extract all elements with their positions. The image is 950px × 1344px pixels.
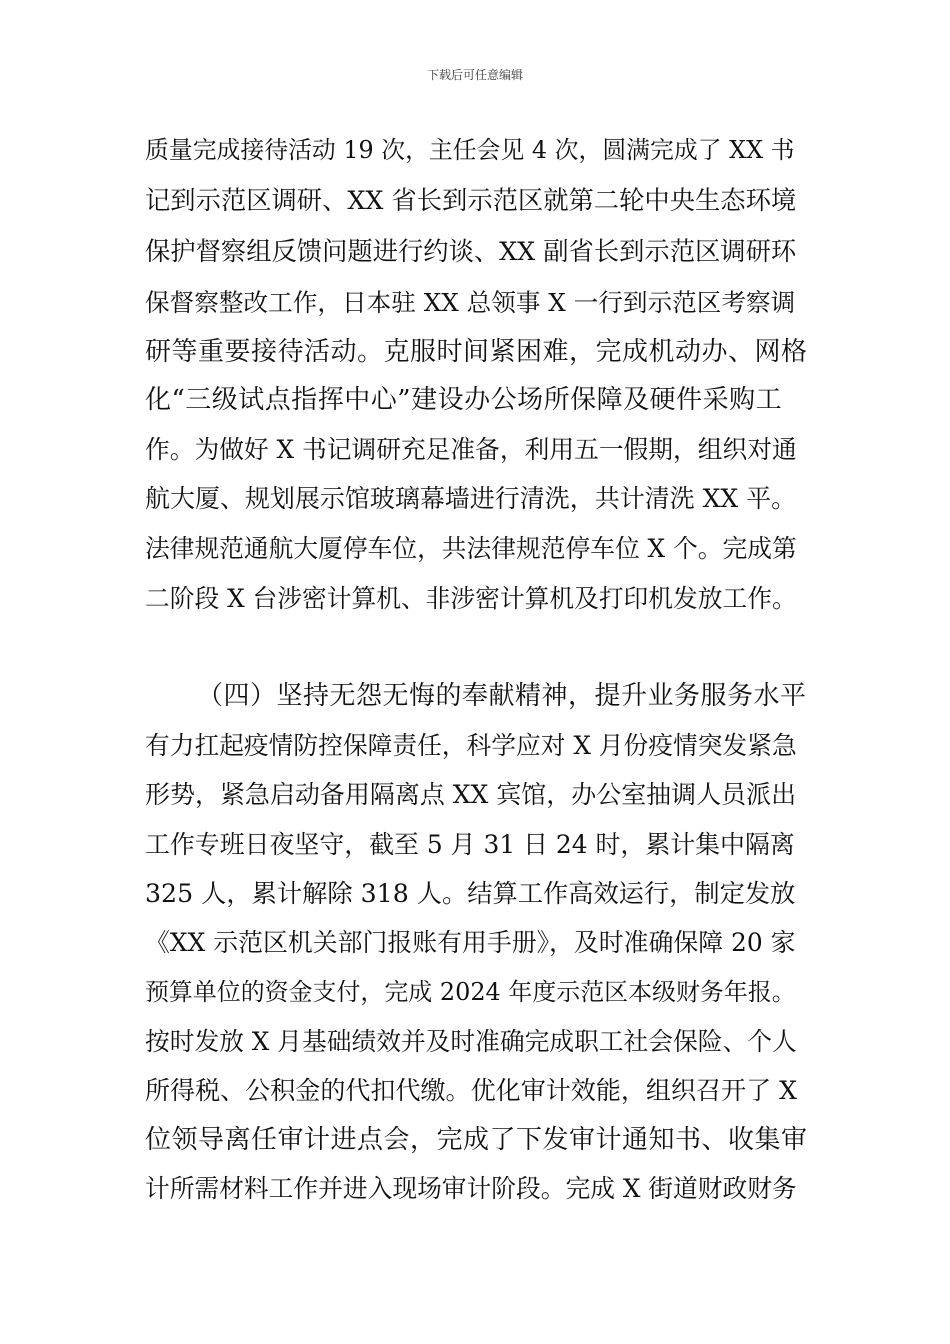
body-line: 计所需材料工作并进入现场审计阶段。完成 X 街道财政财务 bbox=[145, 1174, 797, 1203]
body-line: 325 人，累计解除 318 人。结算工作高效运行，制定发放 bbox=[145, 879, 796, 908]
body-line: 保护督察组反馈问题进行约谈、XX 副省长到示范区调研环 bbox=[145, 237, 797, 266]
body-line: 二阶段 X 台涉密计算机、非涉密计算机及打印机发放工作。 bbox=[145, 584, 797, 613]
body-line: 按时发放 X 月基础绩效并及时准确完成职工社会保险、个人 bbox=[145, 1027, 797, 1056]
body-line: 作。为做好 X 书记调研充足准备，利用五一假期，组织对通 bbox=[145, 435, 797, 464]
body-line: 研等重要接待活动。克服时间紧困难，完成机动办、网格 bbox=[145, 337, 808, 367]
body-line: 预算单位的资金支付，完成 2024 年度示范区本级财务年报。 bbox=[145, 978, 796, 1006]
body-line: 形势，紧急启动备用隔离点 XX 宾馆，办公室抽调人员派出 bbox=[145, 780, 797, 809]
body-line: 保督察整改工作，日本驻 XX 总领事 X 一行到示范区考察调 bbox=[145, 288, 796, 317]
body-line: 航大厦、规划展示馆玻璃幕墙进行清洗，共计清洗 XX 平。 bbox=[145, 484, 797, 513]
body-line: 《XX 示范区机关部门报账有用手册》，及时准确保障 20 家 bbox=[145, 928, 796, 957]
body-line: 质量完成接待活动 19 次，主任会见 4 次，圆满完成了 XX 书 bbox=[145, 136, 795, 164]
body-line: 法律规范通航大厦停车位，共法律规范停车位 X 个。完成第 bbox=[145, 534, 797, 563]
header-note: 下载后可任意编辑 bbox=[426, 68, 523, 82]
body-line: 化“三级试点指挥中心”建设办公场所保障及硬件采购工 bbox=[145, 385, 783, 415]
body-line: 有力扛起疫情防控保障责任，科学应对 X 月份疫情突发紧急 bbox=[145, 731, 797, 760]
body-line: 工作专班日夜坚守，截至 5 月 31 日 24 时，累计集中隔离 bbox=[145, 830, 795, 859]
body-line: 所得税、公积金的代扣代缴。优化审计效能，组织召开了 X bbox=[145, 1076, 797, 1105]
section-heading: （四）坚持无怨无悔的奉献精神，提升业务服务水平 bbox=[197, 681, 807, 711]
body-line: 位领导离任审计进点会，完成了下发审计通知书、收集审 bbox=[145, 1125, 808, 1155]
body-line: 记到示范区调研、XX 省长到示范区就第二轮中央生态环境 bbox=[145, 186, 797, 215]
